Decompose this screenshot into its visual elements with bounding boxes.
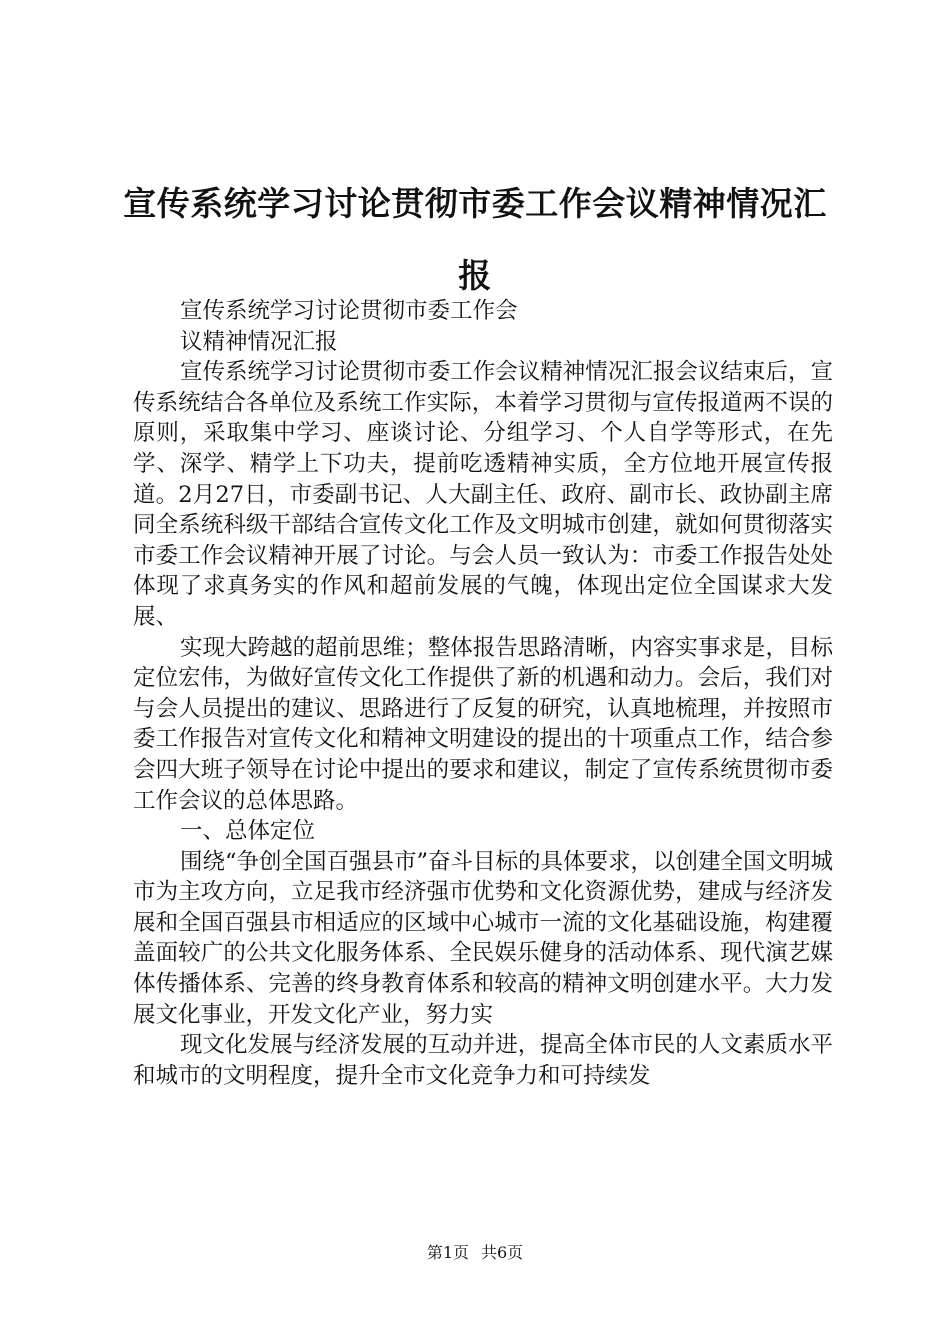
document-body (133, 296, 833, 1091)
paragraph-subtitle-line-1: 宣传系统学习讨论贯彻市委工作会 (180, 298, 518, 324)
paragraph-intro: 宣传系统学习讨论贯彻市委工作会议精神情况汇报会议结束后，宣传系统结合各单位及系统工作实际，本着学习贯彻与宣传报道两不误的原则，采取集中学习、座谈讨论、分组学习、个人自学等形式，在先学、深学、精学上下功夫，提前吃透精神实质，全方位地开展宣传报道。2月27日，市委副书记、人大副主任、政府、副市长、政协副主席同全系统科级干部结合宣传文化工作及文明城市创建，就如何贯彻落实市委工作会议精神开展了讨论。与会人员一致认为：市委工作报告处处体现了求真务实的作风和超前发展的气魄，体现出定位全国谋求大发展、 (133, 359, 833, 630)
paragraph-subtitle-line-2: 议精神情况汇报 (180, 328, 338, 355)
paragraph-continued: 现文化发展与经济发展的互动并进，提高全体市民的人文素质水平和城市的文明程度，提升全市文化竞争力和可持续发 (133, 1032, 833, 1089)
page-footer (0, 1243, 950, 1263)
paragraph-positioning: 围绕“争创全国百强县市”奋斗目标的具体要求，以创建全国文明城市为主攻方向，立足我市经济强市优势和文化资源优势，建成与经济发展和全国百强县市相适应的区域中心城市一流的文化基础设施，构建覆盖面较广的公共文化服务体系、全民娱乐健身的活动体系、现代演艺媒体传播体系、完善的终身教育体系和较高的精神文明创建水平。大力发展文化事业，开发文化产业，努力实 (133, 848, 834, 1028)
section-heading-overall-positioning: 一、总体定位 (180, 818, 316, 845)
paragraph-discussion: 实现大跨越的超前思维；整体报告思路清晰，内容实事求是，目标定位宏伟，为做好宣传文化工作提供了新的机遇和动力。会后，我们对与会人员提出的建议、思路进行了反复的研究，认真地梳理，并按照市委工作报告对宣传文化和精神文明建设的提出的十项重点工作，结合参会四大班子领导在讨论中提出的要求和建议，制定了宣传系统贯彻市委工作会议的总体思路。 (133, 634, 833, 814)
page-count: 共6页 (481, 1243, 524, 1262)
document-title: 宣传系统学习讨论贯彻市委工作会议精神情况汇报 (123, 184, 827, 295)
page-number: 第1页 (426, 1243, 469, 1262)
